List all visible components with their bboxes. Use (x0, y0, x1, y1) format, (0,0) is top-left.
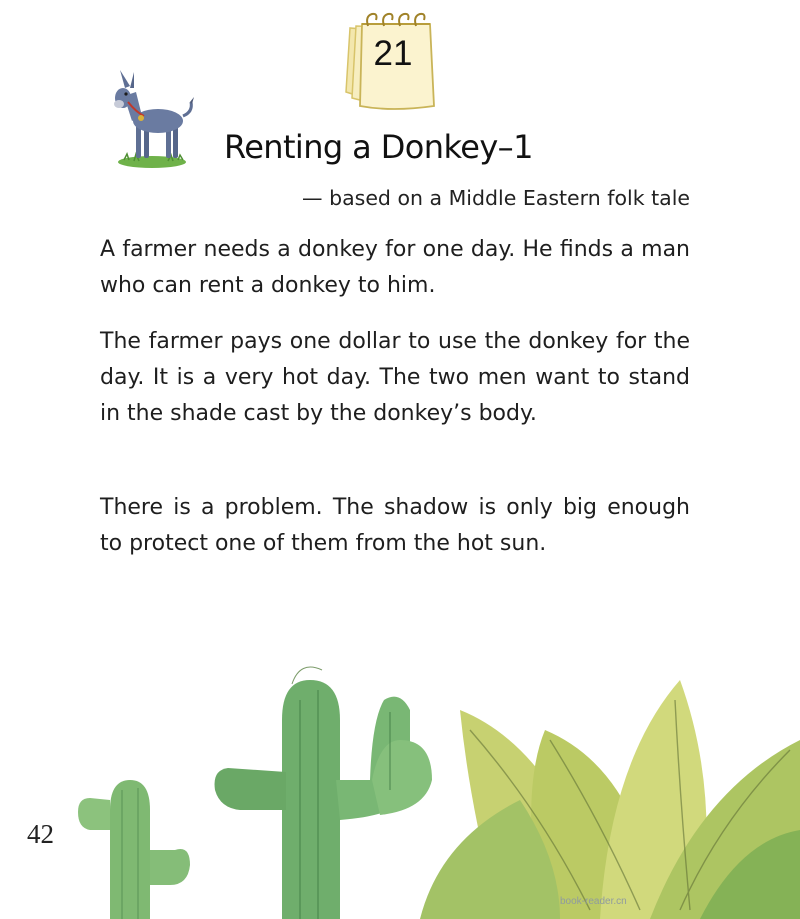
watermark: book-reader.cn (560, 896, 627, 907)
story-paragraph-2: The farmer pays one dollar to use the donkey for the day. It is a very hot day. The two men want to stand in the shade cast by the donkey’s body. (100, 329, 690, 426)
small-cactus-icon (78, 780, 190, 919)
story-title: Renting a Donkey–1 (224, 128, 533, 166)
donkey-illustration (110, 66, 195, 170)
page-number: 42 (27, 819, 54, 849)
story-subtitle: — based on a Middle Eastern folk tale (302, 186, 690, 210)
chapter-number: 21 (373, 34, 413, 73)
story-paragraph-1: A farmer needs a donkey for one day. He finds a man who can rent a donkey to him. (100, 237, 690, 298)
cactus-illustration (0, 640, 800, 919)
palm-leaves-icon (420, 680, 800, 919)
story-paragraph-3: There is a problem. The shadow is only big enough to protect one of them from the hot sun. (100, 495, 690, 556)
cactus-icon (215, 667, 432, 919)
